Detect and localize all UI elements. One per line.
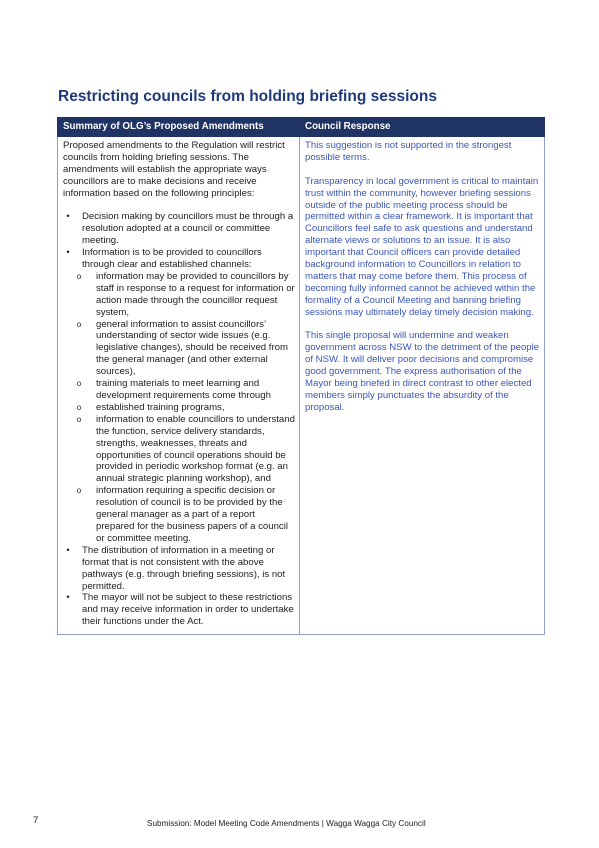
bullet-icon: •: [66, 592, 70, 604]
sub-bullet-text: information to enable councillors to understand the function, service delivery standards, strengths, weaknesses, threats and opportunities of council operations should be provided in periodic workshop format (e.g. an annual strategic planning workshop), and: [96, 413, 295, 485]
sub-bullet-icon: o: [76, 486, 82, 496]
bullet-text: The distribution of information in a meeting or format that is not consistent with the above pathways (e.g. through briefing sessions), is not permitted.: [82, 544, 286, 592]
col-header-response: Council Response: [300, 118, 545, 137]
list-item: [63, 592, 295, 628]
principles-list-continued: [63, 545, 295, 628]
sub-bullet-text: established training programs,: [96, 401, 225, 413]
bullet-icon: •: [66, 544, 70, 556]
table-header-row: [58, 118, 545, 137]
sub-bullet-text: information may be provided to councillors by staff in response to a request for information or action made through the councillor request system,: [96, 270, 295, 318]
list-item: [63, 402, 295, 414]
sub-bullet-icon: o: [76, 402, 82, 412]
list-item: [63, 247, 295, 271]
bullet-text: The mayor will not be subject to these restrictions and may receive information in order to undertake their functions under the Act.: [82, 592, 294, 628]
response-cell: [300, 137, 545, 635]
bullet-icon: •: [66, 247, 70, 259]
list-item: [63, 271, 295, 319]
sub-bullet-icon: o: [76, 271, 82, 281]
sub-bullet-text: general information to assist councillors’ understanding of sector wide issues (e.g. legislative changes), should be received from the general manager (and other external sources),: [96, 318, 288, 378]
sub-bullet-icon: o: [76, 379, 82, 389]
list-item: [63, 485, 295, 545]
table-row: [58, 137, 545, 635]
list-item: [63, 211, 295, 247]
response-para-3: This single proposal will undermine and weaken government across NSW to the detriment of the people of NSW. It will deliver poor decisions and compromise good government. The express authorisation of the Mayor being briefed in direct contrast to other elected members simply punctuates the absurdity of the proposal.: [305, 330, 540, 413]
bullet-icon: •: [66, 211, 70, 223]
list-item: [63, 378, 295, 402]
sub-bullet-text: training materials to meet learning and development requirements come through: [96, 378, 271, 402]
summary-cell: [58, 137, 300, 635]
list-item: [63, 545, 295, 593]
bullet-text: Information is to be provided to councillors through clear and established channels:: [82, 247, 262, 271]
response-para-1: This suggestion is not supported in the strongest possible terms.: [305, 140, 512, 163]
response-para-2: Transparency in local government is critical to maintain trust within the community, however briefing sessions outside of the public meeting process should be permitted within a clear framework. It is important that Councillors feel safe to ask questions and understand alternate views or solutions to an issue. It is also important that Council officers can provide detailed background information to Councillors in relation to matters that may come before them. This process of becoming fully informed cannot be achieved within the formality of a Council Meeting and banning briefing sessions may ultimately delay timely decision making.: [305, 175, 539, 318]
channels-sublist: [63, 271, 295, 545]
list-item: [63, 414, 295, 485]
bullet-text: Decision making by councillors must be through a resolution adopted at a council or committee meeting.: [82, 211, 294, 247]
sub-bullet-icon: o: [76, 414, 82, 424]
sub-bullet-text: information requiring a specific decision or resolution of council is to be provided by the general manager as a part of a report prepared for the business papers of a council or committee meeting.: [96, 485, 288, 544]
footer-text: Submission: Model Meeting Code Amendments | Wagga Wagga City Council: [147, 819, 426, 828]
principles-list: [63, 211, 295, 271]
col-header-summary: Summary of OLG’s Proposed Amendments: [58, 118, 300, 137]
page-heading: Restricting councils from holding briefing sessions: [58, 88, 437, 105]
page-number: 7: [33, 815, 39, 826]
list-item: [63, 319, 295, 379]
summary-intro: Proposed amendments to the Regulation will restrict councils from holding briefing sessions. The amendments will establish the appropriate ways councillors are to make decisions and receive information based on the following principles:: [63, 140, 285, 199]
sub-bullet-icon: o: [76, 319, 82, 329]
amendments-table: [57, 117, 545, 635]
